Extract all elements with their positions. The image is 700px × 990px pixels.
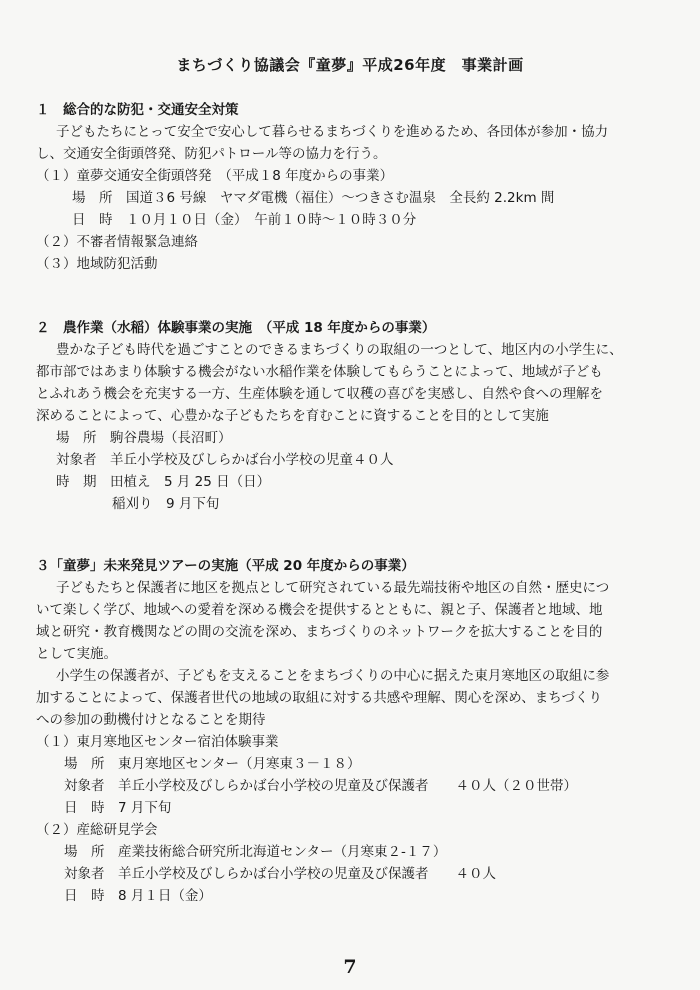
section3-body-line: 子どもたちと保護者に地区を拠点として研究されている最先端技術や地区の自然・歴史につ [56, 580, 610, 596]
section3-item1-target: 対象者 羊丘小学校及びしらかば台小学校の児童及び保護者 ４０人（２０世帯） [64, 778, 577, 794]
section3-body-line: 域と研究・教育機関などの間の交流を深め、まちづくりのネットワークを拡大することを目的 [36, 624, 603, 640]
section3-item2-datetime: 日 時 8 月１日（金） [64, 888, 212, 904]
section3-body2-line: 加することによって、保護者世代の地域の取組に対する共感や理解、関心を深め、まちづくり [36, 690, 603, 706]
section1-heading: １ 総合的な防犯・交通安全対策 [36, 102, 239, 118]
section1-item2: （２）不審者情報緊急連絡 [36, 234, 198, 250]
section1-item1-place: 場 所 国道３6 号線 ヤマダ電機（福住）～つきさむ温泉 全長約 2.2km 間 [72, 190, 555, 206]
section2-target: 対象者 羊丘小学校及びしらかば台小学校の児童４０人 [56, 452, 394, 468]
section2-heading: ２ 農作業（水稲）体験事業の実施 （平成 18 年度からの事業） [36, 320, 436, 336]
document-title: まちづくり協議会『童夢』平成26年度 事業計画 [176, 56, 524, 74]
section2-body-line: 深めることによって、心豊かな子どもたちを育むことに資することを目的として実施 [36, 408, 549, 424]
section3-item2-target: 対象者 羊丘小学校及びしらかば台小学校の児童及び保護者 ４０人 [64, 866, 496, 882]
page-number: 7 [343, 956, 357, 978]
section1-item1-label: （１）童夢交通安全街頭啓発 （平成１8 年度からの事業） [36, 168, 394, 184]
section2-body-line: 豊かな子ども時代を過ごすことのできるまちづくりの取組の一つとして、地区内の小学生に、 [56, 342, 623, 358]
section3-item1-datetime: 日 時 7 月下旬 [64, 800, 172, 816]
section1-body-line: し、交通安全街頭啓発、防犯パトロール等の協力を行う。 [36, 146, 387, 162]
section2-body-line: とふれあう機会を充実する一方、生産体験を通して収穫の喜びを実感し、自然や食への理解を [36, 386, 603, 402]
section3-item1-label: （１）東月寒地区センター宿泊体験事業 [36, 734, 279, 750]
section3-item1-place: 場 所 東月寒地区センター（月寒東３－１８） [64, 756, 361, 772]
section3-body-line: として実施。 [36, 646, 117, 662]
section3-item2-place: 場 所 産業技術総合研究所北海道センター（月寒東２-１７） [64, 844, 447, 860]
section1-item3: （３）地域防犯活動 [36, 256, 158, 272]
section3-heading: ３「童夢」未来発見ツアーの実施（平成 20 年度からの事業） [36, 558, 415, 574]
section3-body2-line: 小学生の保護者が、子どもを支えることをまちづくりの中心に据えた東月寒地区の取組に参 [56, 668, 610, 684]
section1-item1-datetime: 日 時 １０月１０日（金） 午前１０時～１０時３０分 [72, 212, 417, 228]
section3-body-line: いて楽しく学び、地域への愛着を深める機会を提供するとともに、親と子、保護者と地域、地 [36, 602, 603, 618]
section1-body-line: 子どもたちにとって安全で安心して暮らせるまちづくりを進めるため、各団体が参加・協力 [56, 124, 609, 140]
section2-period: 時 期 田植え 5 月 25 日（日） [56, 474, 271, 490]
section3-item2-label: （２）産総研見学会 [36, 822, 158, 838]
section2-place: 場 所 駒谷農場（長沼町） [56, 430, 232, 446]
section2-period2: 稲刈り 9 月下旬 [112, 496, 220, 512]
section3-body2-line: への参加の動機付けとなることを期待 [36, 712, 266, 728]
section2-body-line: 都市部ではあまり体験する機会がない水稲作業を体験してもらうことによって、地域が子ども [36, 364, 603, 380]
